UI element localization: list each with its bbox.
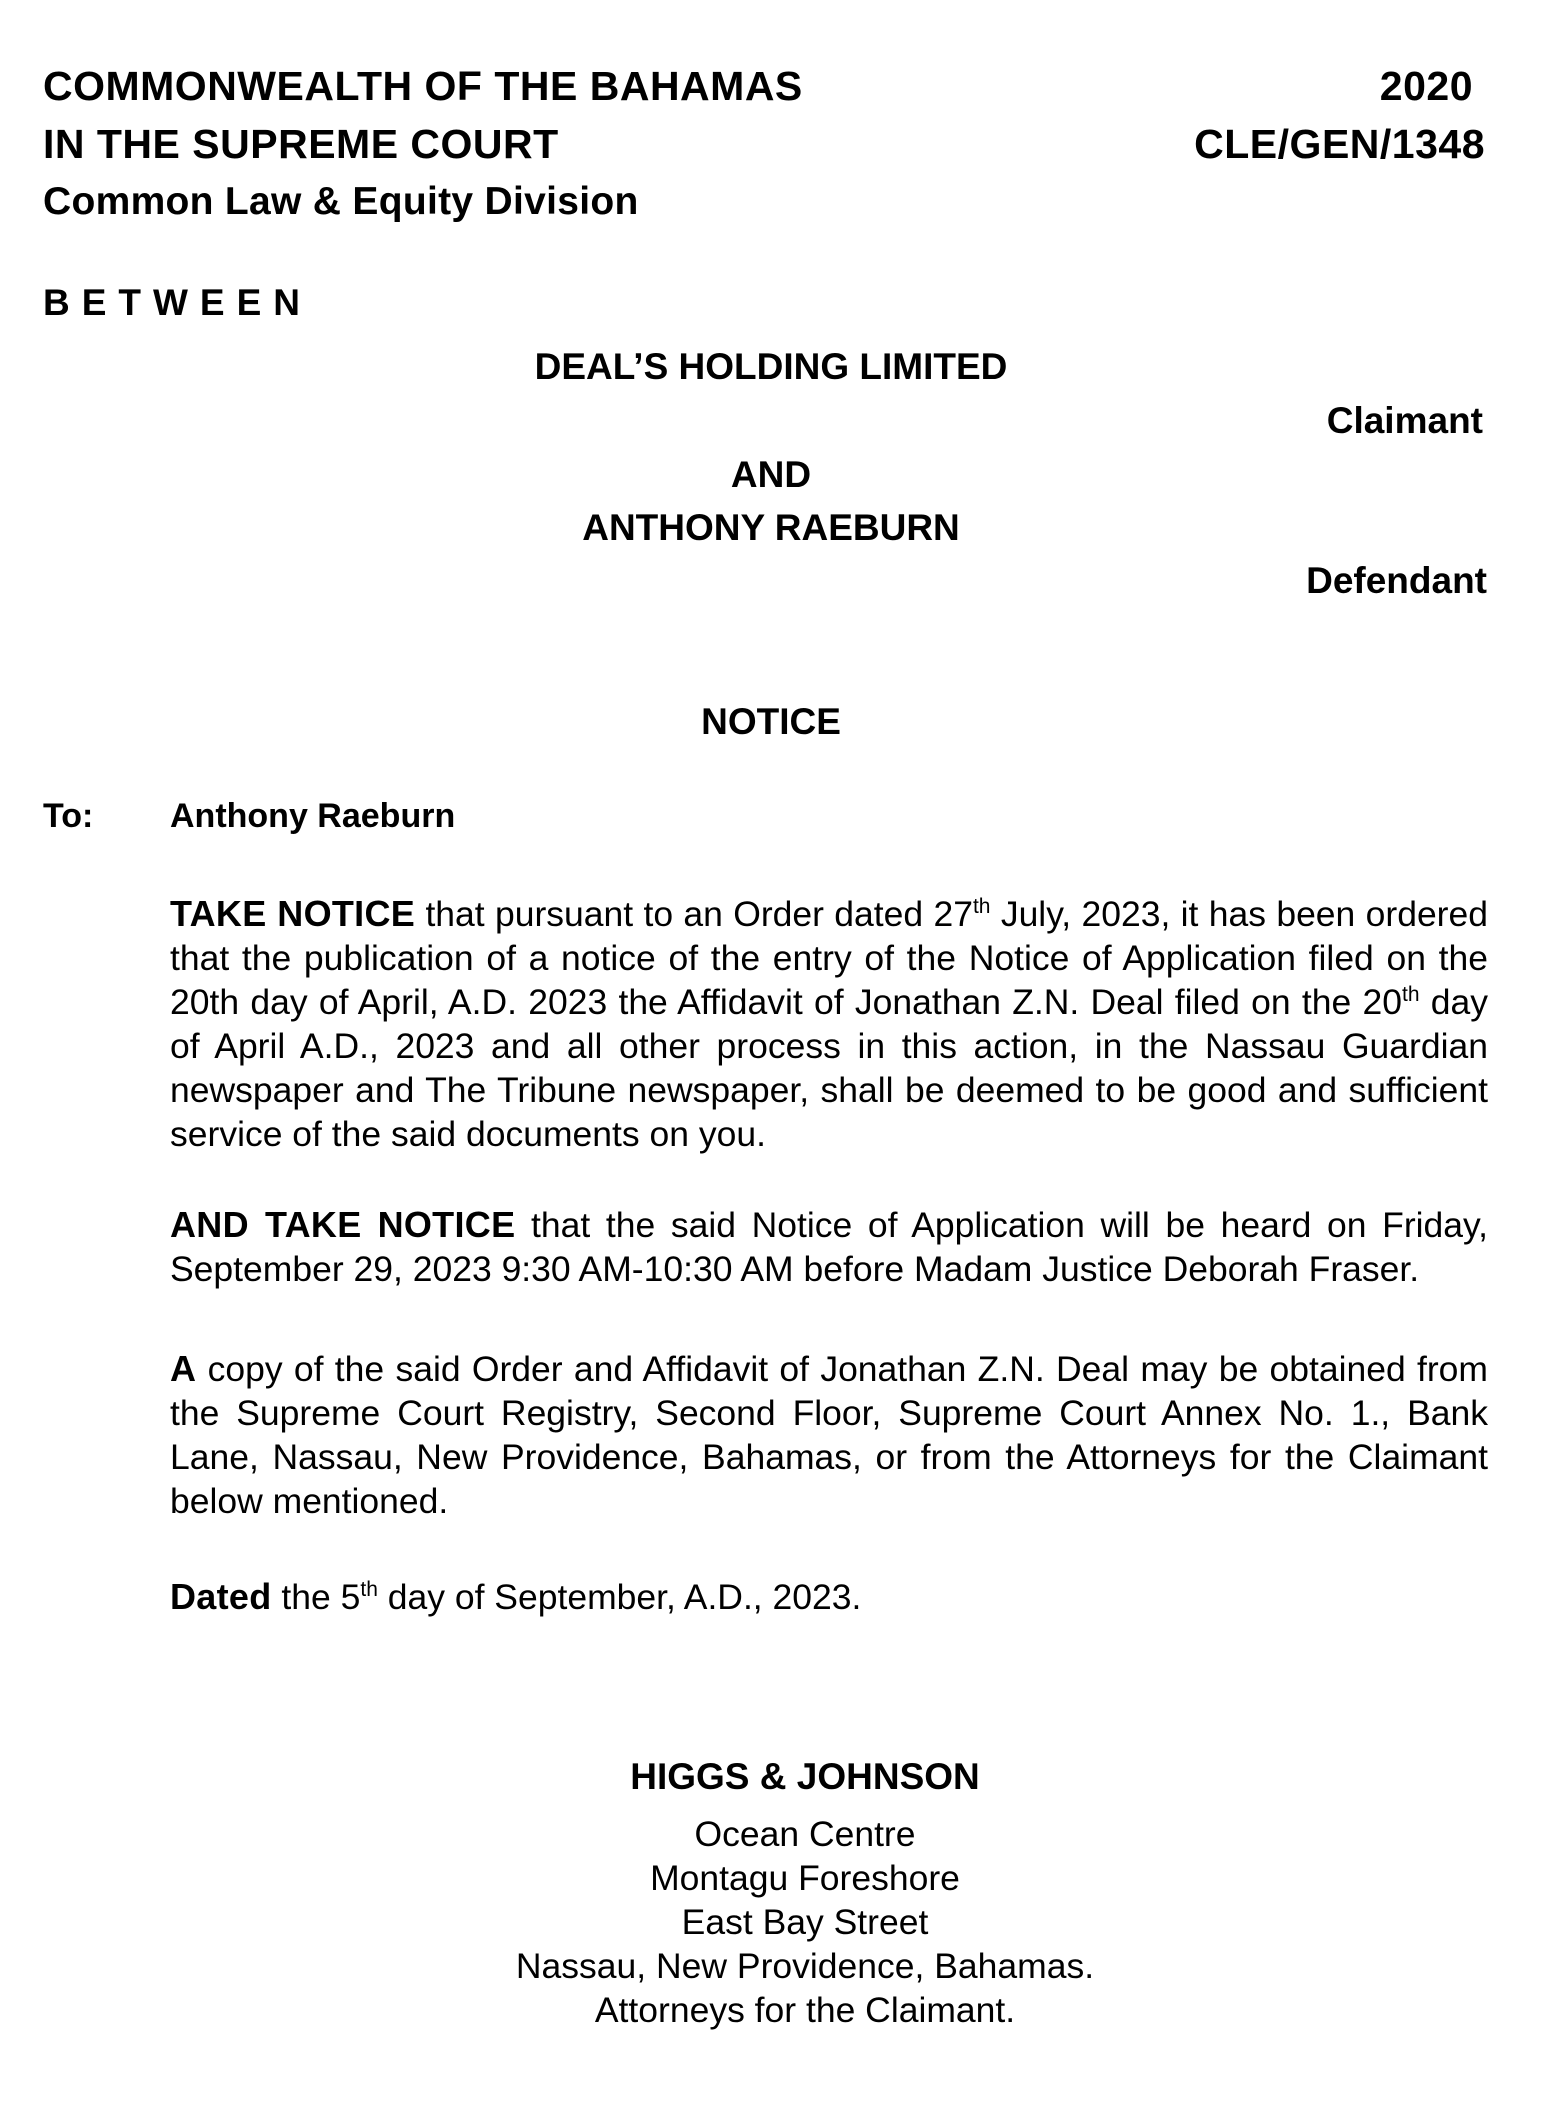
notice-title: NOTICE [701,701,841,742]
claimant-role: Claimant [1326,400,1483,441]
paragraph-text: day of April A.D., 2023 and all other process in this action, in the Nassau Guardian newspaper and The Tribune newspaper, shall be deemed to be good and sufficient service of the said documents on you. [170,982,1488,1154]
paragraph-lead: A [170,1348,197,1389]
paragraph-lead: Dated [170,1576,272,1617]
ordinal-suffix: th [972,895,991,919]
paragraph-text: July, 2023, it has been ordered that the publication of a notice of the entry of the Notice of Application filed on the 20th day of April, A.D. 2023 the Affidavit of Jonathan Z.N. Deal filed on the 20 [170,894,1488,1022]
to-label: To: [43,797,94,835]
defendant-role: Defendant [1306,560,1487,601]
claimant-name: DEAL’S HOLDING LIMITED [534,346,1008,387]
between-label: BETWEEN [43,282,312,323]
court-line: IN THE SUPREME COURT [43,121,559,167]
firm-name: HIGGS & JOHNSON [630,1756,980,1797]
paragraph-lead: TAKE NOTICE [170,893,416,934]
take-notice-paragraph [170,892,1488,1156]
court-header [43,57,803,231]
case-reference [1194,57,1483,173]
paragraph-text: copy of the said Order and Affidavit of Jonathan Z.N. Deal may be obtained from the Supreme Court Registry, Second Floor, Supreme Court Annex No. 1., Bank Lane, Nassau, New Providence, Bahamas, or from the Attorneys for the Claimant below mentioned. [170,1349,1488,1521]
case-year: 2020 [1379,63,1473,109]
firm-address [0,1812,1553,2032]
address-line: Montagu Foreshore [650,1858,960,1898]
ordinal-suffix: th [1401,983,1420,1007]
jurisdiction-line: COMMONWEALTH OF THE BAHAMAS [43,63,803,109]
paragraph-text: the 5 [271,1577,361,1617]
address-line: Nassau, New Providence, Bahamas. [515,1946,1095,1986]
recipient-name: Anthony Raeburn [170,797,456,835]
division-line: Common Law & Equity Division [43,180,639,223]
paragraph-text: that the said Notice of Application will be heard on Friday, September 29, 2023 9:30 AM-10:30 AM before Madam Justice Deborah Fraser. [170,1205,1489,1289]
case-number: CLE/GEN/1348 [1194,121,1485,167]
paragraph-lead: AND TAKE NOTICE [170,1204,516,1245]
paragraph-text: that pursuant to an Order dated 27 [415,894,973,934]
address-line: East Bay Street [681,1902,929,1942]
dated-paragraph [170,1575,1488,1619]
hearing-paragraph [170,1203,1488,1291]
ordinal-suffix: th [360,1578,378,1602]
and-label: AND [730,454,812,495]
defendant-name: ANTHONY RAEBURN [582,507,960,548]
attorneys-line: Attorneys for the Claimant. [594,1990,1016,2030]
address-line: Ocean Centre [694,1814,916,1854]
copy-paragraph [170,1347,1488,1523]
paragraph-text: day of September, A.D., 2023. [377,1577,862,1617]
